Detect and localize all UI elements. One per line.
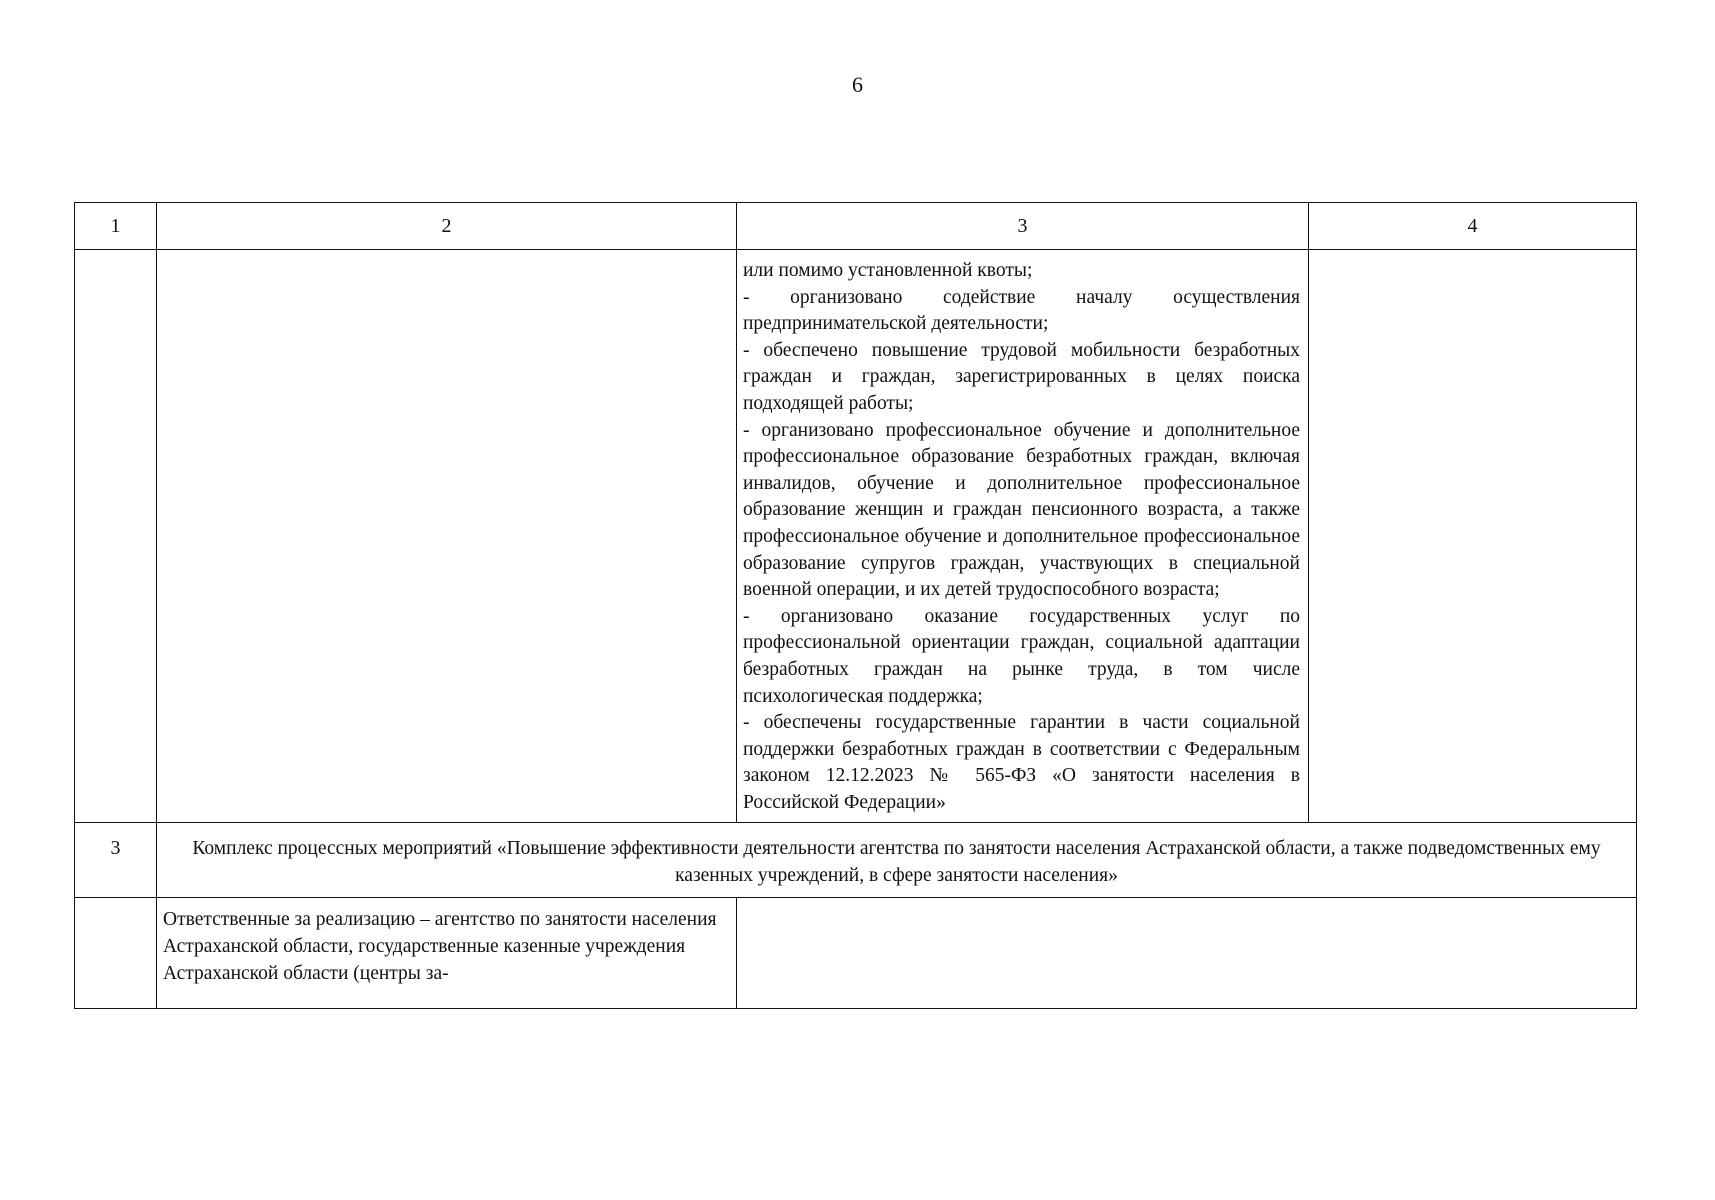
header-row	[75, 203, 1637, 250]
table-row-results	[75, 250, 1637, 823]
section-title: Комплекс процессных мероприятий «Повышение эффективности деятельности агентства по занятости населения Астраханской области, а также подведомственных ему казенных учреждений, в сфере занятости населения»	[157, 823, 1637, 898]
header-col-4: 4	[1309, 203, 1637, 250]
results-item: - организовано профессиональное обучение и дополнительное профессиональное образование безработных граждан, включая инвалидов, обучение и дополнительное профессиональное образование женщин и граждан пенсионного возраста, а также профессиональное обучение и дополнительное профессиональное образование супругов граждан, участвующих в специальной военной операции, и их детей трудоспособного возраста;	[743, 419, 1300, 601]
table-row-responsible	[75, 898, 1637, 1009]
header-col-3: 3	[737, 203, 1309, 250]
program-table	[74, 202, 1637, 1009]
results-item: - обеспечены государственные гарантии в части социальной поддержки безработных граждан в соответствии с Федеральным законом 12.12.2023 № 565-ФЗ «О занятости населения в Российской Федерации»	[743, 712, 1300, 813]
row-number-cell	[75, 250, 157, 823]
header-col-2: 2	[157, 203, 737, 250]
results-item: - организовано оказание государственных услуг по профессиональной ориентации граждан, социальной адаптации безработных граждан на рынке труда, в том числе психологическая поддержка;	[743, 605, 1300, 707]
results-item: - обеспечено повышение трудовой мобильности безработных граждан и граждан, зарегистрированных в целях поиска подходящей работы;	[743, 339, 1300, 414]
results-cell	[737, 250, 1309, 823]
row-number-cell	[75, 898, 157, 1009]
link-cell	[1309, 250, 1637, 823]
section-number: 3	[75, 823, 157, 898]
responsible-cell: Ответственные за реализацию – агентство по занятости населения Астраханской области, государственные казенные учреждения Астраханской области (центры за-	[157, 898, 737, 1009]
task-cell	[157, 250, 737, 823]
header-col-1: 1	[75, 203, 157, 250]
page-number: 6	[852, 72, 863, 97]
results-item: или помимо установленной квоты;	[743, 260, 1033, 281]
table-row-section	[75, 823, 1637, 898]
empty-cell	[737, 898, 1637, 1009]
results-item: - организовано содействие началу осуществления предпринимательской деятельности;	[743, 286, 1300, 335]
